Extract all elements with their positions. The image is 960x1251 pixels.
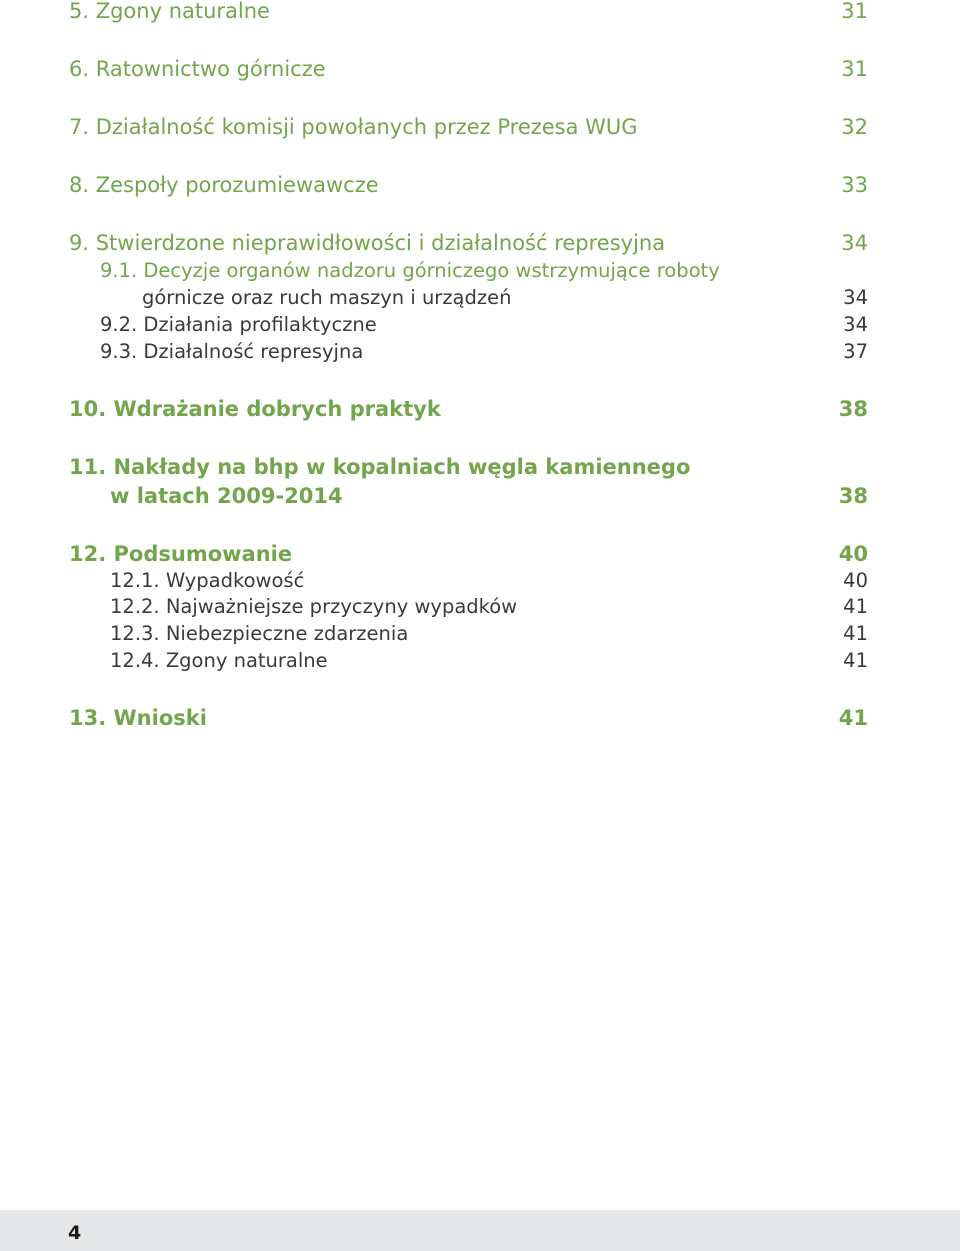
toc-title: 8. Zespoły porozumiewawcze bbox=[69, 173, 379, 197]
toc-entry-8 bbox=[0, 170, 960, 200]
page-footer bbox=[0, 1210, 960, 1251]
toc-entry-11-continued bbox=[0, 481, 960, 511]
toc-entry-13 bbox=[0, 703, 960, 733]
toc-page: 41 bbox=[843, 622, 868, 645]
toc-entry-9-3 bbox=[0, 337, 960, 367]
toc-page: 41 bbox=[838, 706, 868, 730]
toc-entry-12-3 bbox=[0, 619, 960, 649]
toc-page: 38 bbox=[838, 397, 868, 421]
toc-page: 33 bbox=[841, 173, 868, 197]
toc-page: 31 bbox=[841, 57, 868, 81]
toc-entry-10 bbox=[0, 394, 960, 424]
toc-page: 31 bbox=[841, 0, 868, 23]
toc-title: w latach 2009-2014 bbox=[110, 484, 343, 508]
toc-page: 34 bbox=[843, 313, 868, 336]
toc-title: 9.3. Działalność represyjna bbox=[100, 340, 364, 363]
toc-title: 12.4. Zgony naturalne bbox=[110, 649, 328, 672]
toc-entry-9-1-continued bbox=[0, 283, 960, 313]
toc-entry-12-2 bbox=[0, 592, 960, 622]
toc-page: 38 bbox=[838, 484, 868, 508]
toc-title: 12.1. Wypadkowość bbox=[110, 569, 305, 592]
toc-entry-9 bbox=[0, 228, 960, 258]
toc-entry-5 bbox=[0, 0, 960, 26]
toc-title: 12.2. Najważniejsze przyczyny wypadków bbox=[110, 595, 518, 618]
toc-entry-12 bbox=[0, 539, 960, 569]
toc-title: 12.3. Niebezpieczne zdarzenia bbox=[110, 622, 409, 645]
toc-title: 7. Działalność komisji powołanych przez Prezesa WUG bbox=[69, 115, 638, 139]
toc-title: górnicze oraz ruch maszyn i urządzeń bbox=[142, 286, 512, 309]
toc-title: 9.1. Decyzje organów nadzoru górniczego wstrzymujące roboty bbox=[100, 259, 720, 282]
toc-page: 41 bbox=[843, 595, 868, 618]
toc-entry-9-1 bbox=[0, 256, 960, 286]
toc-title: 12. Podsumowanie bbox=[69, 542, 293, 566]
toc-title: 9.2. Działania profilaktyczne bbox=[100, 313, 377, 336]
page-number: 4 bbox=[68, 1222, 82, 1244]
toc-page: 40 bbox=[843, 569, 868, 592]
toc-entry-12-4 bbox=[0, 646, 960, 676]
toc-entry-7 bbox=[0, 112, 960, 142]
toc-title: 11. Nakłady na bhp w kopalniach węgla kamiennego bbox=[69, 455, 691, 479]
toc-title: 9. Stwierdzone nieprawidłowości i działalność represyjna bbox=[69, 231, 666, 255]
toc-entry-11 bbox=[0, 452, 960, 482]
toc-title: 6. Ratownictwo górnicze bbox=[69, 57, 326, 81]
toc-entry-9-2 bbox=[0, 310, 960, 340]
toc-entry-6 bbox=[0, 54, 960, 84]
toc-page: 34 bbox=[843, 286, 868, 309]
toc-page: 40 bbox=[838, 542, 868, 566]
toc-page: 32 bbox=[841, 115, 868, 139]
toc-title: 13. Wnioski bbox=[69, 706, 207, 730]
toc-page: 34 bbox=[841, 231, 868, 255]
toc-page: 37 bbox=[843, 340, 868, 363]
toc-page: 41 bbox=[843, 649, 868, 672]
toc-title: 10. Wdrażanie dobrych praktyk bbox=[69, 397, 441, 421]
toc-title: 5. Zgony naturalne bbox=[69, 0, 270, 23]
